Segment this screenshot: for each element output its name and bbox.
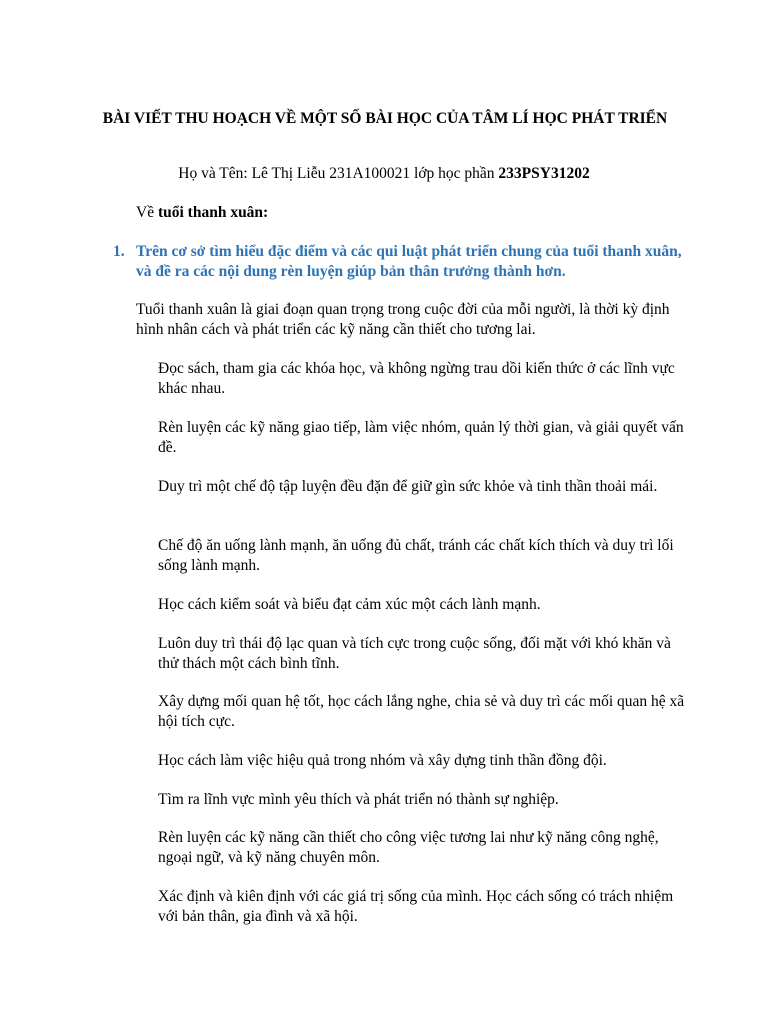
list-item: Luôn duy trì thái độ lạc quan và tích cực trong cuộc sống, đối mặt với khó khăn và thử thách một cách bình tĩnh. xyxy=(158,635,671,672)
list-item: Xác định và kiên định với các giá trị sống của mình. Học cách sống có trách nhiệm với bản thân, gia đình và xã hội. xyxy=(158,888,674,925)
question-heading: Trên cơ sở tìm hiểu đặc điểm và các qui luật phát triển chung của tuổi thanh xuân, và đề ra các nội dung rèn luyện giúp bản thân trưởng thành hơn. xyxy=(136,243,682,280)
list-item: Chế độ ăn uống lành mạnh, ăn uống đủ chất, tránh các chất kích thích và duy trì lối sống lành mạnh. xyxy=(158,537,674,574)
list-item: Xây dựng mối quan hệ tốt, học cách lắng nghe, chia sẻ và duy trì các mối quan hệ xã hội tích cực. xyxy=(158,693,685,730)
topic-name: tuổi thanh xuân: xyxy=(157,204,269,221)
list-item: Đọc sách, tham gia các khóa học, và không ngừng trau dồi kiến thức ở các lĩnh vực khác nhau. xyxy=(158,360,675,397)
list-item: Rèn luyện các kỹ năng cần thiết cho công việc tương lai như kỹ năng công nghệ, ngoại ngữ, và kỹ năng chuyên môn. xyxy=(158,829,659,866)
question-number: 1. xyxy=(113,243,125,260)
list-item: Học cách làm việc hiệu quả trong nhóm và xây dựng tinh thần đồng đội. xyxy=(158,752,607,769)
author-name-text: Họ và Tên: Lê Thị Liễu 231A100021 lớp học phần xyxy=(178,165,499,182)
list-item: Duy trì một chế độ tập luyện đều đặn để giữ gìn sức khỏe và tinh thần thoải mái. xyxy=(158,478,658,495)
list-item: Tìm ra lĩnh vực mình yêu thích và phát triển nó thành sự nghiệp. xyxy=(158,791,559,808)
intro-paragraph: Tuổi thanh xuân là giai đoạn quan trọng trong cuộc đời của mỗi người, là thời kỳ định hình nhân cách và phát triển các kỹ năng cần thiết cho tương lai. xyxy=(136,301,670,338)
list-item: Học cách kiểm soát và biểu đạt cảm xúc một cách lành mạnh. xyxy=(158,596,541,613)
document-title: BÀI VIẾT THU HOẠCH VỀ MỘT SỐ BÀI HỌC CỦA TÂM LÍ HỌC PHÁT TRIỂN xyxy=(102,110,668,127)
topic-line xyxy=(136,203,268,223)
list-item: Rèn luyện các kỹ năng giao tiếp, làm việc nhóm, quản lý thời gian, và giải quyết vấn đề. xyxy=(158,419,684,456)
author-line xyxy=(0,164,768,184)
topic-prefix: Về xyxy=(136,204,158,221)
course-code: 233PSY31202 xyxy=(498,165,590,182)
